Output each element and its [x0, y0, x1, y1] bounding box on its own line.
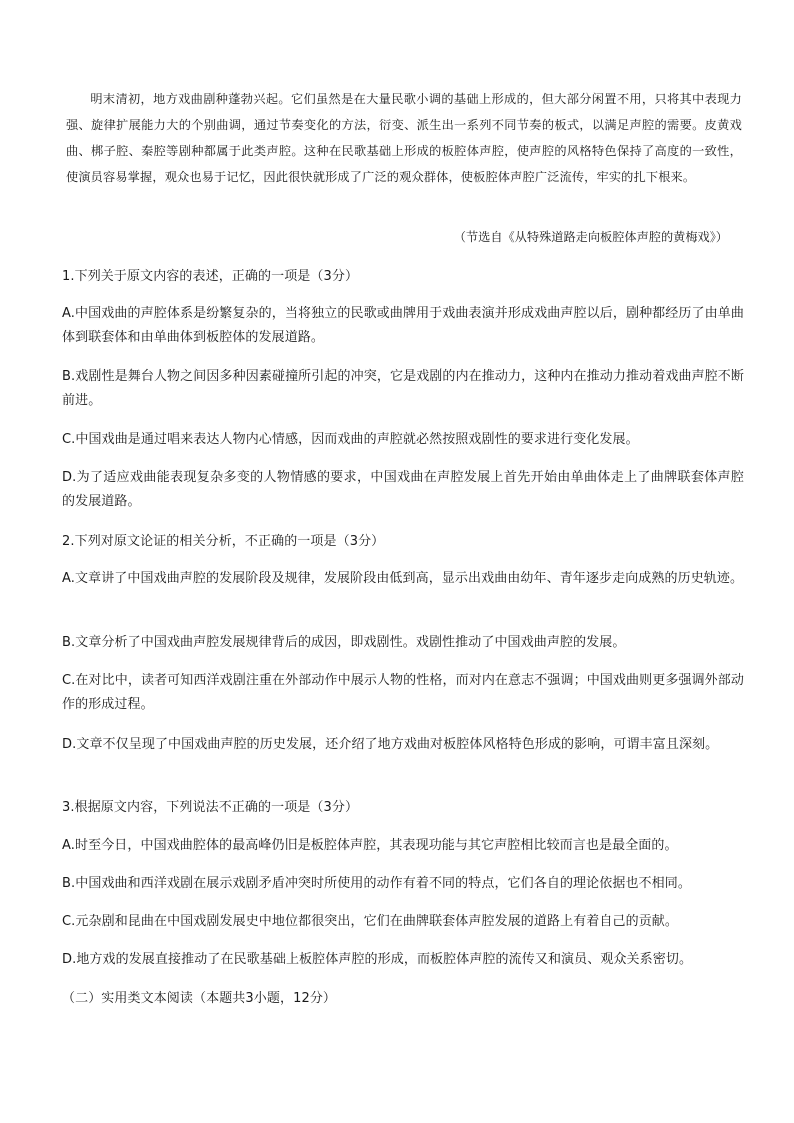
question-3-option-d: D.地方戏的发展直接推动了在民歌基础上板腔体声腔的形成，而板腔体声腔的流传又和演员、观众关系密切。 [62, 952, 693, 967]
question-1-option-a: A.中国戏曲的声腔体系是纷繁复杂的，当将独立的民歌或曲牌用于戏曲表演并形成戏曲声腔以后，剧种都经历了由单曲体到联套体和由单曲体到板腔体的发展道路。 [62, 306, 744, 345]
question-1-option-b: B.戏剧性是舞台人物之间因多种因素碰撞所引起的冲突，它是戏剧的内在推动力，这种内在推动力推动着戏曲声腔不断前进。 [62, 369, 744, 408]
question-1-option-c: C.中国戏曲是通过唱来表达人物内心情感，因而戏曲的声腔就必然按照戏剧性的要求进行变化发展。 [62, 432, 639, 447]
passage-paragraph: 明末清初，地方戏曲剧种蓬勃兴起。它们虽然是在大量民歌小调的基础上形成的，但大部分闲置不用，只将其中表现力强、旋律扩展能力大的个别曲调，通过节奏变化的方法，衍变、派生出一系列不同节奏的板式，以满足声腔的需要。皮黄戏曲、梆子腔、秦腔等剧种都属于此类声腔。这种在民歌基础上形成的板腔体声腔，使声腔的风格特色保持了高度的一致性，使演员容易掌握，观众也易于记忆，因此很快就形成了广泛的观众群体，使板腔体声腔广泛流传，牢实的扎下根来。 [66, 92, 742, 184]
question-1-stem: 1.下列关于原文内容的表述，正确的一项是（3分） [62, 269, 359, 284]
section-heading: （二）实用类文本阅读（本题共3小题，12分） [62, 991, 337, 1006]
question-2-option-b: B.文章分析了中国戏曲声腔发展规律背后的成因，即戏剧性。戏剧性推动了中国戏曲声腔的发展。 [62, 635, 626, 650]
question-3-option-b: B.中国戏曲和西洋戏剧在展示戏剧矛盾冲突时所使用的动作有着不同的特点，它们各自的理论依据也不相同。 [62, 876, 691, 891]
question-3-option-a: A.时至今日，中国戏曲腔体的最高峰仍旧是板腔体声腔，其表现功能与其它声腔相比较而言也是最全面的。 [62, 838, 678, 853]
question-1-option-d: D.为了适应戏曲能表现复杂多变的人物情感的要求，中国戏曲在声腔发展上首先开始由单曲体走上了曲牌联套体声腔的发展道路。 [62, 470, 744, 509]
question-2-option-d: D.文章不仅呈现了中国戏曲声腔的历史发展，还介绍了地方戏曲对板腔体风格特色形成的影响，可谓丰富且深刻。 [62, 737, 719, 752]
question-2-option-a: A.文章讲了中国戏曲声腔的发展阶段及规律，发展阶段由低到高，显示出戏曲由幼年、青年逐步走向成熟的历史轨迹。 [62, 571, 744, 586]
question-3-option-c: C.元杂剧和昆曲在中国戏剧发展史中地位都很突出，它们在曲牌联套体声腔发展的道路上有着自己的贡献。 [62, 914, 679, 929]
question-2-stem: 2.下列对原文论证的相关分析，不正确的一项是（3分） [62, 534, 385, 549]
question-3-stem: 3.根据原文内容，下列说法不正确的一项是（3分） [62, 800, 359, 815]
passage-source: （节选自《从特殊道路走向板腔体声腔的黄梅戏》） [453, 230, 728, 244]
question-2-option-c: C.在对比中，读者可知西洋戏剧注重在外部动作中展示人物的性格，而对内在意志不强调；中国戏曲则更多强调外部动作的形成过程。 [62, 673, 744, 712]
